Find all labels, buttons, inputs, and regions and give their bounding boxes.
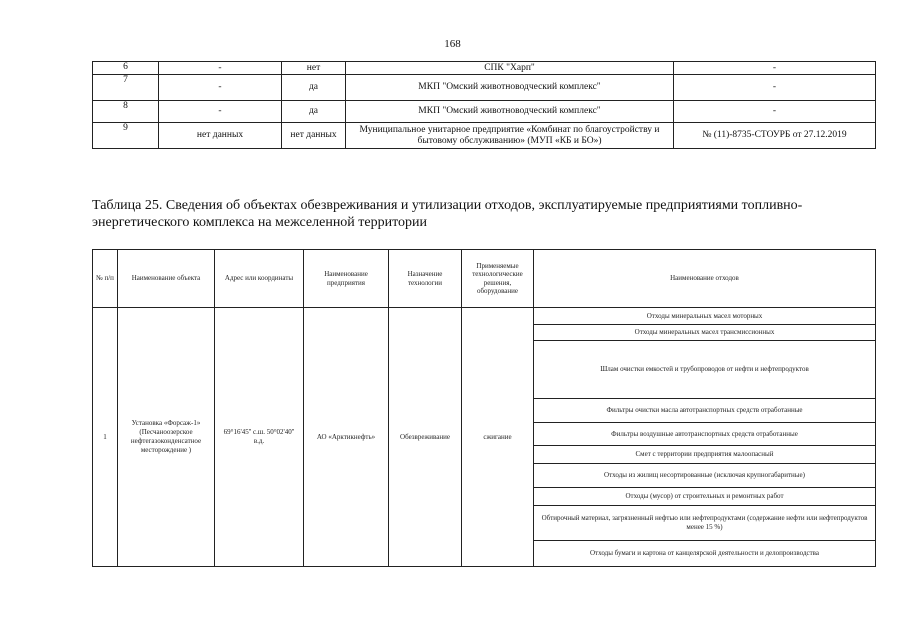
waste-item: Отходы минеральных масел трансмиссионных: [534, 325, 876, 341]
table-cell: -: [674, 75, 876, 101]
object-name: Установка «Форсаж-1» (Песчаноозерское нефтегазоконденсатное месторождение ): [118, 308, 215, 567]
table-row: [93, 75, 876, 101]
continued-table: [92, 61, 876, 149]
table-caption: Таблица 25. Сведения об объектах обезвреживания и утилизации отходов, эксплуатируемые предприятиями топливно-энергетического комплекса на межселенной территории: [92, 198, 803, 230]
technology-purpose: Обезвреживание: [389, 308, 462, 567]
table-cell: нет данных: [159, 123, 282, 149]
table-cell: МКП "Омский животноводческий комплекс": [346, 101, 674, 123]
coordinates: 69°16'45'' с.ш. 50°02'40'' в.д.: [215, 308, 304, 567]
table-cell: -: [159, 75, 282, 101]
waste-objects-table: [92, 249, 876, 567]
waste-item: Фильтры воздушные автотранспортных средств отработанные: [534, 423, 876, 446]
page-number: 168: [444, 38, 461, 50]
table-row: [93, 308, 876, 325]
enterprise-name: АО «Арктикнефть»: [304, 308, 389, 567]
table-cell: МКП "Омский животноводческий комплекс": [346, 75, 674, 101]
row-number: 9: [93, 123, 159, 149]
header-object: Наименование объекта: [118, 250, 215, 308]
header-purpose: Назначение технологии: [389, 250, 462, 308]
table-row: [93, 123, 876, 149]
header-enterprise: Наименование предприятия: [304, 250, 389, 308]
table-row: [93, 101, 876, 123]
header-tech: Применяемые технологические решения, оборудование: [462, 250, 534, 308]
table-row: [93, 62, 876, 75]
waste-item: Отходы (мусор) от строительных и ремонтных работ: [534, 488, 876, 506]
table-cell: -: [674, 62, 876, 75]
row-number: 6: [93, 62, 159, 75]
header-address: Адрес или координаты: [215, 250, 304, 308]
row-number: 1: [93, 308, 118, 567]
table-cell: да: [282, 101, 346, 123]
table-cell: да: [282, 75, 346, 101]
table-cell: -: [159, 101, 282, 123]
table-cell: № (11)-8735-СТОУРБ от 27.12.2019: [674, 123, 876, 149]
table-cell: СПК "Харп": [346, 62, 674, 75]
waste-item: Обтирочный материал, загрязненный нефтью или нефтепродуктами (содержание нефти или нефтепродуктов менее 15 %): [534, 506, 876, 541]
header-waste: Наименование отходов: [534, 250, 876, 308]
row-number: 8: [93, 101, 159, 123]
table-cell: -: [674, 101, 876, 123]
technology-solution: сжигание: [462, 308, 534, 567]
waste-item: Смет с территории предприятия малоопасный: [534, 446, 876, 464]
waste-item: Отходы минеральных масел моторных: [534, 308, 876, 325]
waste-item: Фильтры очистки масла автотранспортных средств отработанные: [534, 399, 876, 423]
waste-item: Отходы из жилищ несортированные (исключая крупногабаритные): [534, 464, 876, 488]
table-cell: нет данных: [282, 123, 346, 149]
table-cell: Муниципальное унитарное предприятие «Комбинат по благоустройству и бытовому обслуживанию» (МУП «КБ и БО»): [346, 123, 674, 149]
row-number: 7: [93, 75, 159, 101]
header-row: [93, 250, 876, 308]
waste-item: Отходы бумаги и картона от канцелярской деятельности и делопроизводства: [534, 541, 876, 567]
table-cell: нет: [282, 62, 346, 75]
waste-item: Шлам очистки емкостей и трубопроводов от нефти и нефтепродуктов: [534, 341, 876, 399]
table-cell: -: [159, 62, 282, 75]
header-num: № п/п: [93, 250, 118, 308]
